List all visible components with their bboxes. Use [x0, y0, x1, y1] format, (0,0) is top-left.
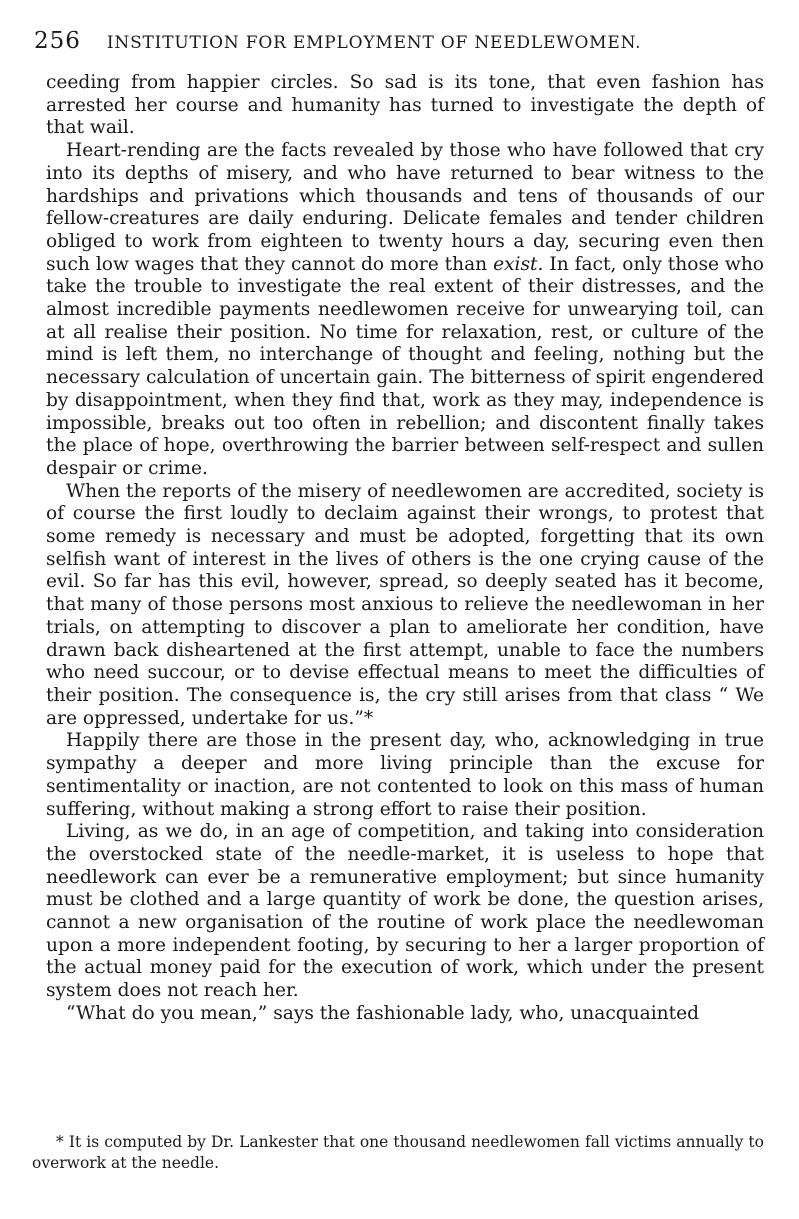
- paragraph-5: Living, as we do, in an age of competition, and taking into consideration the overstocked state of the needle-market, it is useless to hope that needlework can ever be a remunerative employment; but since humanity must be clothed and a large quantity of work be done, the question arises, cannot a new organisation of the routine of work place the needlewoman upon a more independent footing, by securing to her a larger proportion of the actual money paid for the execution of work, which under the present system does not reach her.: [46, 821, 764, 1002]
- body-text: [46, 72, 764, 1026]
- footnote: [32, 1132, 764, 1174]
- paragraph-2: [46, 140, 764, 481]
- paragraph-2-part-a: Heart-rending are the facts revealed by those who have followed that cry into its depths of misery, and who have returned to bear witness to the hardships and privations which thousands and tens of thousands of our fellow-creatures are daily enduring. Delicate females and tender children obliged to work from eighteen to twenty hours a day, securing even then such low wages that they cannot do more than: [46, 140, 764, 275]
- emphasis-exist: exist.: [493, 253, 544, 275]
- paragraph-6: “What do you mean,” says the fashionable lady, who, unacquainted: [66, 1002, 699, 1024]
- page-number: 256: [34, 28, 81, 54]
- paragraph-2-part-b: In fact, only those who take the trouble to investigate the real extent of their distresses, and the almost incredible payments needlewomen receive for unwearying toil, can at all realise their position. No time for relaxation, rest, or culture of the mind is left them, no interchange of thought and feeling, nothing but the necessary calculation of uncertain gain. The bitterness of spirit engendered by disappointment, when they find that, work as they may, independence is impossible, breaks out too often in rebellion; and discontent finally takes the place of hope, overthrowing the barrier between self-respect and sullen despair or crime.: [46, 253, 764, 479]
- footnote-text: * It is computed by Dr. Lankester that one thousand needlewomen fall victims annually to overwork at the needle.: [32, 1133, 764, 1172]
- paragraph-3: When the reports of the misery of needlewomen are accredited, society is of course the first loudly to declaim against their wrongs, to protest that some remedy is necessary and must be adopted, forgetting that its own selfish want of interest in the lives of others is the one crying cause of the evil. So far has this evil, however, spread, so deeply seated has it become, that many of those persons most anxious to relieve the needlewoman in her trials, on attempting to discover a plan to ameliorate her condition, have drawn back disheartened at the first attempt, unable to face the numbers who need succour, or to devise effectual means to meet the difficulties of their position. The consequence is, the cry still arises from that class “ We are oppressed, undertake for us.”*: [46, 480, 764, 729]
- paragraph-4: Happily there are those in the present day, who, acknowledging in true sympathy a deeper and more living principle than the excuse for sentimentality or inaction, are not contented to look on this mass of human suffering, without making a strong effort to raise their position.: [46, 730, 764, 820]
- paragraph-1: ceeding from happier circles. So sad is its tone, that even fashion has arrested her course and humanity has turned to investigate the depth of that wail.: [46, 72, 764, 139]
- page-header: [34, 28, 774, 58]
- running-head: INSTITUTION FOR EMPLOYMENT OF NEEDLEWOMEN.: [106, 33, 642, 53]
